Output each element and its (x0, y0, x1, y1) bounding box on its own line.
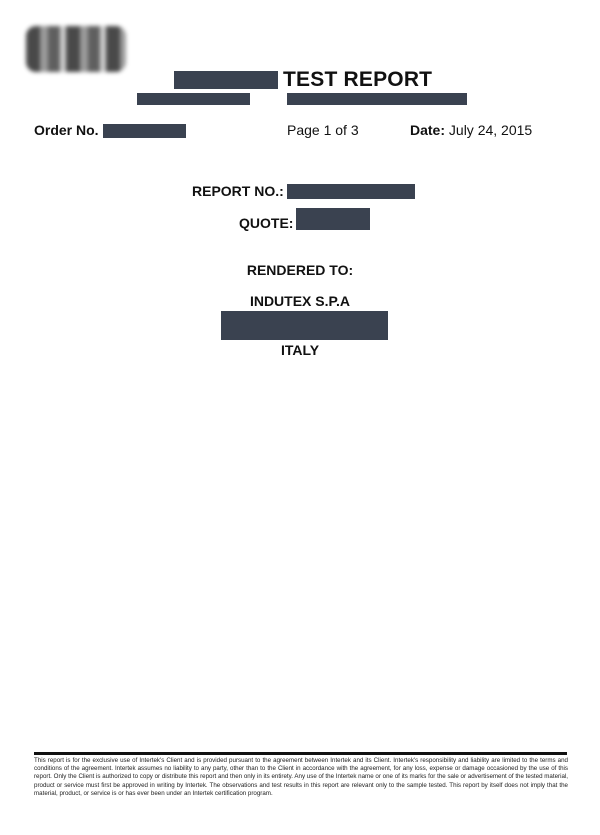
redacted-quote-number (296, 208, 370, 230)
report-number-label: REPORT NO.: (192, 183, 284, 199)
report-date (410, 122, 532, 138)
client-country: ITALY (280, 342, 320, 358)
date-label: Date: (410, 122, 446, 138)
order-number-label: Order No. (34, 122, 99, 138)
company-logo (26, 26, 126, 72)
redacted-report-number (287, 184, 415, 199)
page-indicator: Page 1 of 3 (287, 122, 359, 138)
quote-label: QUOTE: (239, 215, 294, 231)
report-title: TEST REPORT (283, 68, 433, 91)
date-value: July 24, 2015 (448, 122, 533, 138)
redacted-title-prefix (174, 71, 278, 89)
rendered-to-label: RENDERED TO: (246, 262, 354, 278)
redacted-client-address (221, 311, 388, 340)
redacted-subtitle-left (137, 93, 250, 105)
redacted-subtitle-right (287, 93, 467, 105)
client-name: INDUTEX S.P.A (249, 293, 351, 309)
disclaimer-text: This report is for the exclusive use of Intertek's Client and is provided pursuant to the agreement between Intertek and its Client. Intertek's responsibility and liability are limited to the terms and conditions of the agreement. Intertek assumes no liability to any party, other than to the Client in accordance with the agreement, for any loss, expense or damage occasioned by the use of this report. Only the Client is authorized to copy or distribute this report and then only in its entirety. Any use of the Intertek name or one of its marks for the sale or advertisement of the tested material, product or service must first be approved in writing by Intertek. The observations and test results in this report are relevant only to the sample tested. This report by itself does not imply that the material, product, or service is or has ever been under an Intertek certification program. (34, 757, 568, 797)
footer-divider (34, 752, 567, 755)
redacted-order-number (103, 124, 186, 138)
